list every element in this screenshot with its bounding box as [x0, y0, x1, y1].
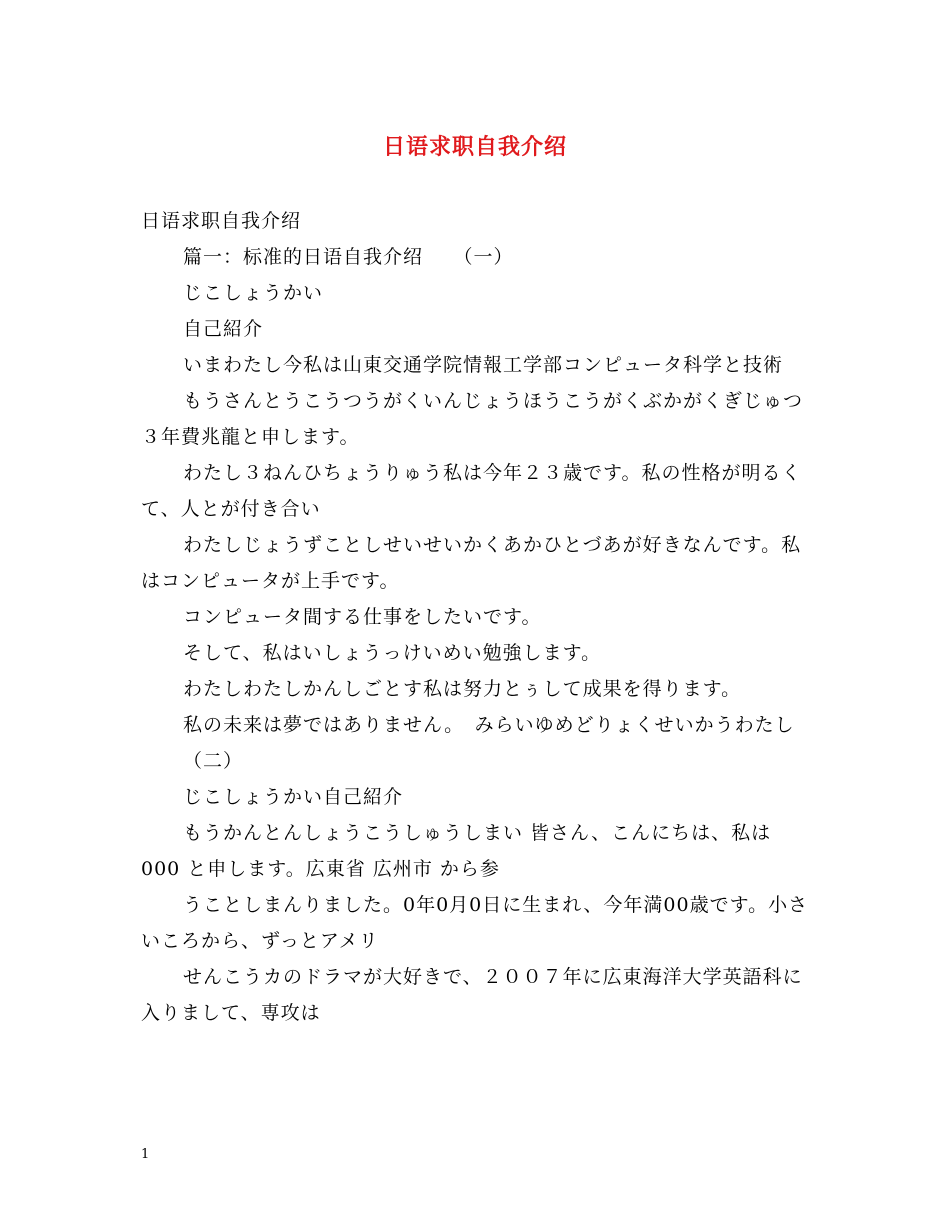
body-paragraph: わたしわたしかんしごとす私は努力とぅして成果を得ります。 — [183, 678, 742, 700]
body-paragraph: 自己紹介 — [183, 318, 264, 340]
body-paragraph: わたしじょうずことしせいせいかくあかひとづあが好きなんです。私はコンピュータが上手です。 — [141, 534, 802, 592]
body-paragraph: もうかんとんしょうこうしゅうしまい 皆さん、こんにちは、私は 000 と申します。広東省 広州市 から参 — [141, 822, 772, 880]
document-title: 日语求职自我介绍 — [382, 134, 567, 160]
body-paragraph: じこしょうかい自己紹介 — [183, 786, 404, 808]
body-paragraph: うことしまんりました。0年0月0日に生まれ、今年満00歳です。小さいころから、ずっとアメリ — [141, 894, 809, 952]
body-paragraph: 日语求职自我介绍 — [141, 210, 302, 232]
body-paragraph: わたし３ねんひちょうりゅう私は今年２３歳です。私の性格が明るくて、人とが付き合い — [141, 462, 802, 520]
page-number: 1 — [141, 1147, 150, 1162]
body-paragraph: もうさんとうこうつうがくいんじょうほうこうがくぶかがくぎじゅつ３年費兆龍と申します。 — [141, 390, 804, 448]
body-paragraph: コンピュータ間する仕事をしたいです。 — [183, 606, 542, 628]
body-paragraph: そして、私はいしょうっけいめい勉強します。 — [183, 642, 602, 664]
body-paragraph: じこしょうかい — [183, 282, 324, 304]
body-paragraph: いまわたし今私は山東交通学院情報工学部コンピュータ科学と技術 — [183, 354, 784, 376]
body-paragraph: 私の未来は夢ではありません。 みらいゆめどりょくせいかうわたし — [183, 714, 795, 736]
body-paragraph: （二） — [183, 750, 244, 772]
document-body — [141, 203, 817, 1031]
body-paragraph: せんこうカのドラマが大好きで、２００７年に広東海洋大学英語科に入りまして、専攻は — [141, 966, 803, 1024]
body-paragraph: 篇一：标准的日语自我介绍 （一） — [183, 246, 514, 268]
